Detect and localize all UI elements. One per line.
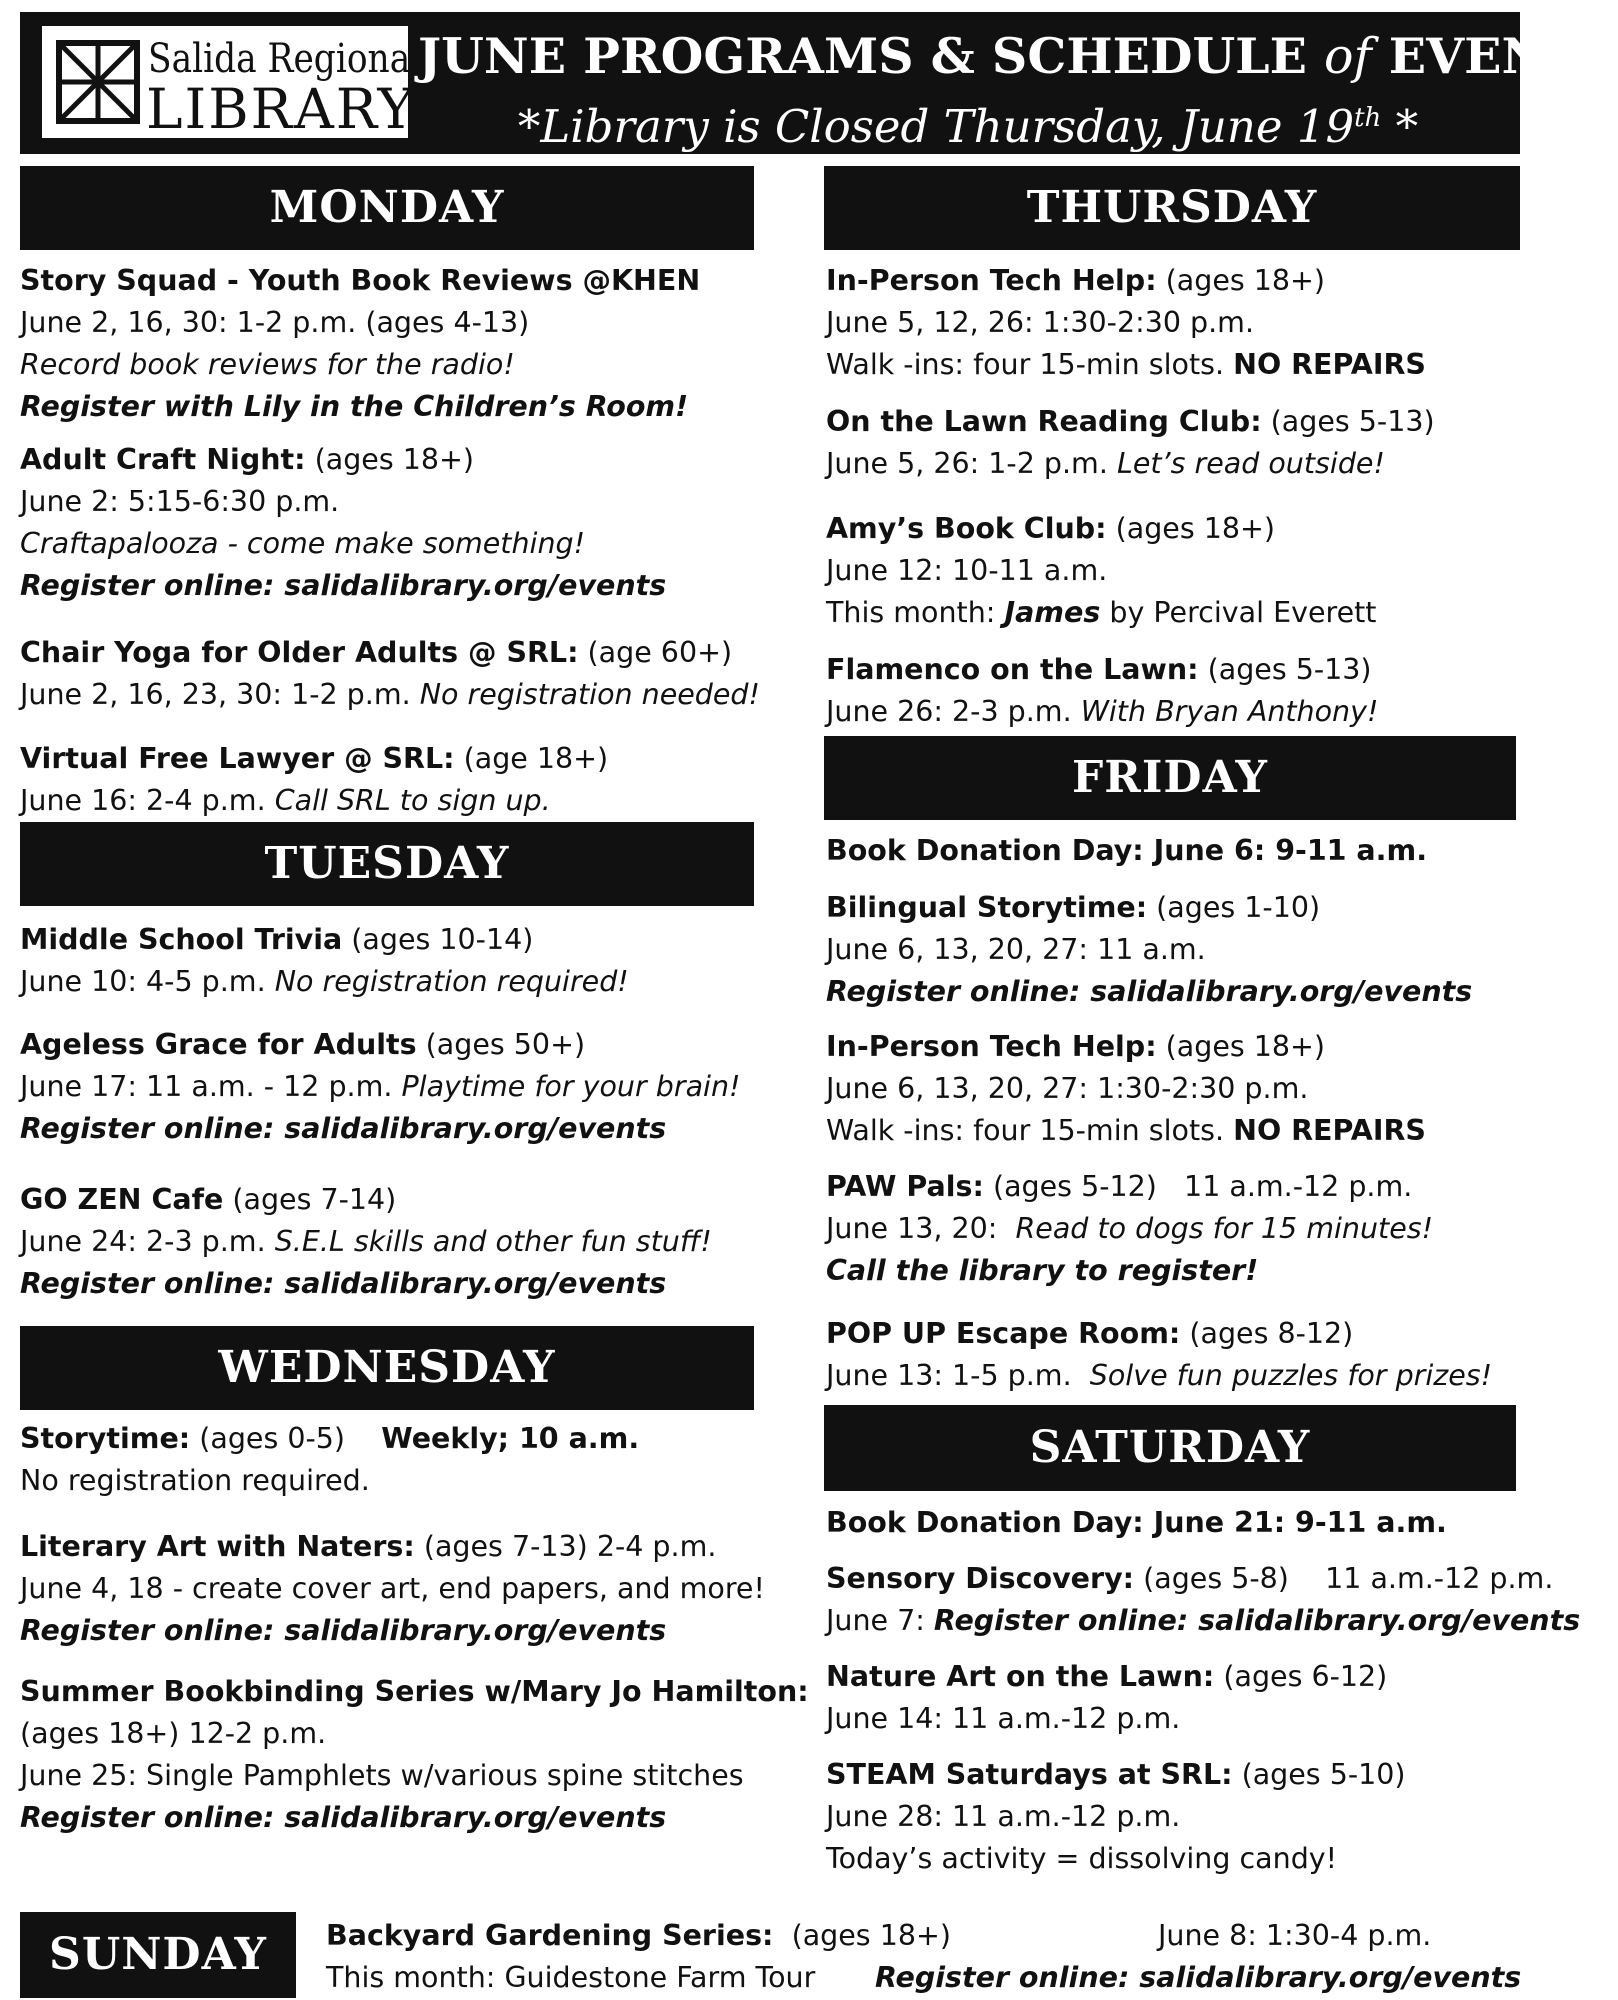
event-friday-tech-help: In-Person Tech Help: (ages 18+) June 6, 13, 20, 27: 1:30-2:30 p.m. Walk -ins: four 15-min slots. NO REPAIRS (826, 1030, 1426, 1147)
day-header-thursday: THURSDAY (824, 166, 1520, 250)
event-backyard-gardening: Backyard Gardening Series: (ages 18+) This month: Guidestone Farm Tour (326, 1919, 951, 1994)
day-header-sunday: SUNDAY (20, 1912, 296, 1998)
event-friday-book-donation: Book Donation Day: June 6: 9-11 a.m. (826, 834, 1428, 867)
event-story-squad: Story Squad - Youth Book Reviews @KHEN June 2, 16, 30: 1-2 p.m. (ages 4-13) Record book reviews for the radio! Register with Lily in the Children’s Room! (20, 264, 701, 423)
event-ageless-grace: Ageless Grace for Adults (ages 50+) June 17: 11 a.m. - 12 p.m. Playtime for your brain! Register online: salidalibrary.org/events (20, 1028, 741, 1145)
day-header-wednesday: WEDNESDAY (20, 1326, 754, 1410)
event-saturday-book-donation: Book Donation Day: June 21: 9-11 a.m. (826, 1506, 1447, 1539)
event-nature-art: Nature Art on the Lawn: (ages 6-12) June 14: 11 a.m.-12 p.m. (826, 1660, 1388, 1735)
event-virtual-free-lawyer: Virtual Free Lawyer @ SRL: (age 18+) June 16: 2-4 p.m. Call SRL to sign up. (20, 742, 609, 817)
event-escape-room: POP UP Escape Room: (ages 8-12) June 13: 1-5 p.m. Solve fun puzzles for prizes! (826, 1317, 1493, 1392)
day-header-tuesday: TUESDAY (20, 822, 754, 906)
event-backyard-gardening-date: June 8: 1:30-4 p.m. (1158, 1919, 1432, 1952)
event-sensory-discovery: Sensory Discovery: (ages 5-8) 11 a.m.-12 p.m. June 7: Register online: salidalibrary.org/events (826, 1562, 1581, 1637)
page-title: JUNE PROGRAMS & SCHEDULE of EVENTS (418, 27, 1618, 85)
library-logo (42, 26, 422, 141)
event-literary-art: Literary Art with Naters: (ages 7-13) 2-4 p.m. June 4, 18 - create cover art, end papers, and more! Register online: salidalibrary.org/events (20, 1530, 765, 1647)
day-header-saturday: SATURDAY (824, 1405, 1516, 1491)
day-header-friday: FRIDAY (824, 736, 1516, 820)
event-flamenco: Flamenco on the Lawn: (ages 5-13) June 26: 2-3 p.m. With Bryan Anthony! (826, 653, 1379, 728)
logo-text-line1: Salida Regional (148, 36, 422, 82)
logo-mark-icon (56, 40, 140, 124)
event-thursday-tech-help: In-Person Tech Help: (ages 18+) June 5, 12, 26: 1:30-2:30 p.m. Walk -ins: four 15-min slots. NO REPAIRS (826, 264, 1426, 381)
event-lawn-reading-club: On the Lawn Reading Club: (ages 5-13) June 5, 26: 1-2 p.m. Let’s read outside! (826, 405, 1435, 480)
event-go-zen-cafe: GO ZEN Cafe (ages 7-14) June 24: 2-3 p.m. S.E.L skills and other fun stuff! Register online: salidalibrary.org/events (20, 1183, 712, 1300)
event-chair-yoga: Chair Yoga for Older Adults @ SRL: (age 60+) June 2, 16, 23, 30: 1-2 p.m. No registration needed! (20, 636, 760, 711)
logo-text-line2: LIBRARY (146, 77, 416, 141)
event-summer-bookbinding: Summer Bookbinding Series w/Mary Jo Hamilton: (ages 18+) 12-2 p.m. June 25: Single Pamphlets w/various spine stitches Register online: salidalibrary.org/events (20, 1675, 809, 1834)
event-bilingual-storytime: Bilingual Storytime: (ages 1-10) June 6, 13, 20, 27: 11 a.m. Register online: salidalibrary.org/events (826, 891, 1473, 1008)
event-storytime: Storytime: (ages 0-5) Weekly; 10 a.m. No registration required. (20, 1422, 640, 1497)
event-amys-book-club: Amy’s Book Club: (ages 18+) June 12: 10-11 a.m. This month: James by Percival Everett (826, 512, 1377, 629)
event-paw-pals: PAW Pals: (ages 5-12) 11 a.m.-12 p.m. June 13, 20: Read to dogs for 15 minutes! Call the library to register! (826, 1170, 1434, 1287)
event-steam-saturdays: STEAM Saturdays at SRL: (ages 5-10) June 28: 11 a.m.-12 p.m. Today’s activity = dissolving candy! (826, 1758, 1406, 1875)
header-banner (20, 12, 1618, 154)
event-adult-craft-night: Adult Craft Night: (ages 18+) June 2: 5:15-6:30 p.m. Craftapalooza - come make something! Register online: salidalibrary.org/events (20, 443, 667, 602)
event-middle-school-trivia: Middle School Trivia (ages 10-14) June 10: 4-5 p.m. No registration required! (20, 923, 629, 998)
closure-notice: *Library is Closed Thursday, June 19th * (517, 100, 1419, 153)
event-backyard-gardening-register: Register online: salidalibrary.org/events (875, 1961, 1522, 1994)
day-header-monday: MONDAY (20, 166, 754, 250)
